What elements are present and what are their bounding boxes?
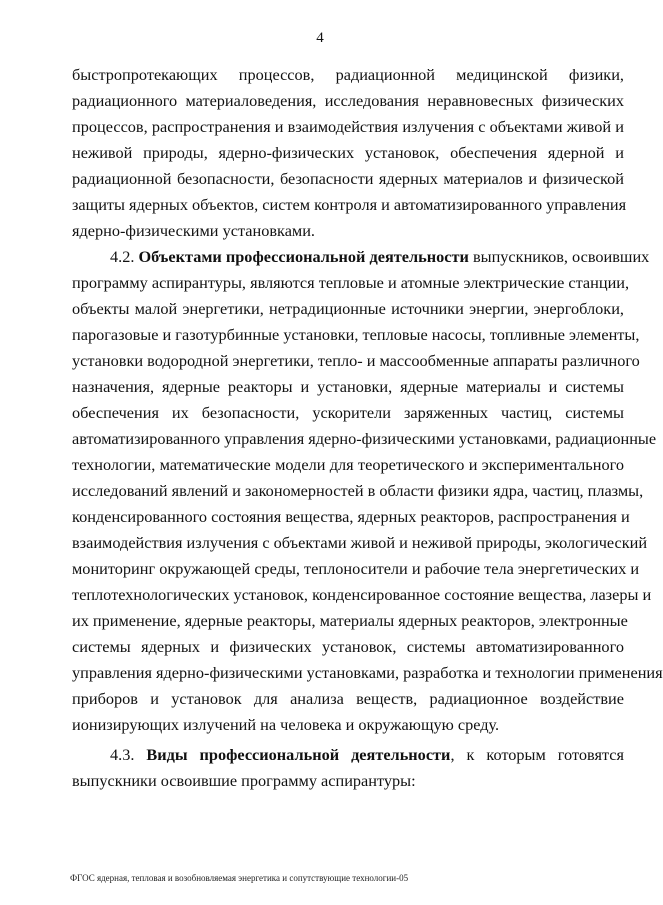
text-line: исследований явлений и закономерностей в области физики ядра, частиц, плазмы, [72, 481, 644, 500]
text-line: взаимодействия излучения с объектами живой и неживой природы, экологический [72, 533, 648, 552]
text-fragment: , к которым готовятся [450, 745, 624, 764]
text-line: радиационной безопасности, безопасности ядерных материалов и физической [72, 169, 624, 188]
text-line: ядерно-физическими установками. [72, 221, 316, 240]
text-line: теплотехнологических установок, конденсированное состояние вещества, лазеры и [72, 585, 652, 604]
page-footer: ФГОС ядерная, тепловая и возобновляемая энергетика и сопутствующие технологии-05 [70, 873, 409, 883]
text-line: назначения, ядерные реакторы и установки, ядерные материалы и системы [72, 377, 624, 396]
text-line: программу аспирантуры, являются тепловые и атомные электрические станции, [72, 273, 630, 292]
text-line: быстропротекающих процессов, радиационной медицинской физики, [72, 65, 624, 84]
text-line: радиационного материаловедения, исследования неравновесных физических [72, 91, 624, 110]
document-body [72, 62, 663, 794]
paragraph-first-line [72, 244, 650, 270]
paragraph-first-line [72, 742, 624, 768]
text-line: автоматизированного управления ядерно-физическими установками, радиационные [72, 429, 657, 448]
text-line: парогазовые и газотурбинные установки, тепловые насосы, топливные элементы, [72, 325, 640, 344]
text-line: объекты малой энергетики, нетрадиционные источники энергии, энергоблоки, [72, 299, 624, 318]
page-number: 4 [316, 30, 324, 46]
paragraph-4-3 [72, 742, 624, 794]
text-line: технологии, математические модели для теоретического и экспериментального [72, 455, 624, 474]
bold-term: Объектами профессиональной деятельности [138, 247, 469, 266]
text-line: их применение, ядерные реакторы, материалы ядерных реакторов, электронные [72, 611, 628, 630]
text-line: системы ядерных и физических установок, системы автоматизированного [72, 637, 624, 656]
text-line: защиты ядерных объектов, систем контроля и автоматизированного управления [72, 195, 627, 214]
text-line: мониторинг окружающей среды, теплоносители и рабочие тела энергетических и [72, 559, 640, 578]
bold-term: Виды профессиональной деятельности [146, 745, 451, 764]
clause-number: 4.3. [110, 745, 135, 764]
paragraph-continuation [72, 62, 627, 244]
text-line: установки водородной энергетики, тепло- и массообменные аппараты различного [72, 351, 640, 370]
text-line: ионизирующих излучений на человека и окружающую среду. [72, 715, 500, 734]
text-line: приборов и установок для анализа веществ, радиационное воздействие [72, 689, 624, 708]
text-line: процессов, распространения и взаимодействия излучения с объектами живой и [72, 117, 624, 136]
text-line: неживой природы, ядерно-физических установок, обеспечения ядерной и [72, 143, 624, 162]
text-line: обеспечения их безопасности, ускорители заряженных частиц, системы [72, 403, 624, 422]
text-fragment: выпускников, освоивших [472, 247, 650, 266]
text-line: выпускники освоившие программу аспирантуры: [72, 771, 416, 790]
clause-number: 4.2. [110, 247, 135, 266]
paragraph-4-2 [72, 244, 663, 738]
text-line: конденсированного состояния вещества, ядерных реакторов, распространения и [72, 507, 630, 526]
text-line: управления ядерно-физическими установками, разработка и технологии применения [72, 663, 663, 682]
